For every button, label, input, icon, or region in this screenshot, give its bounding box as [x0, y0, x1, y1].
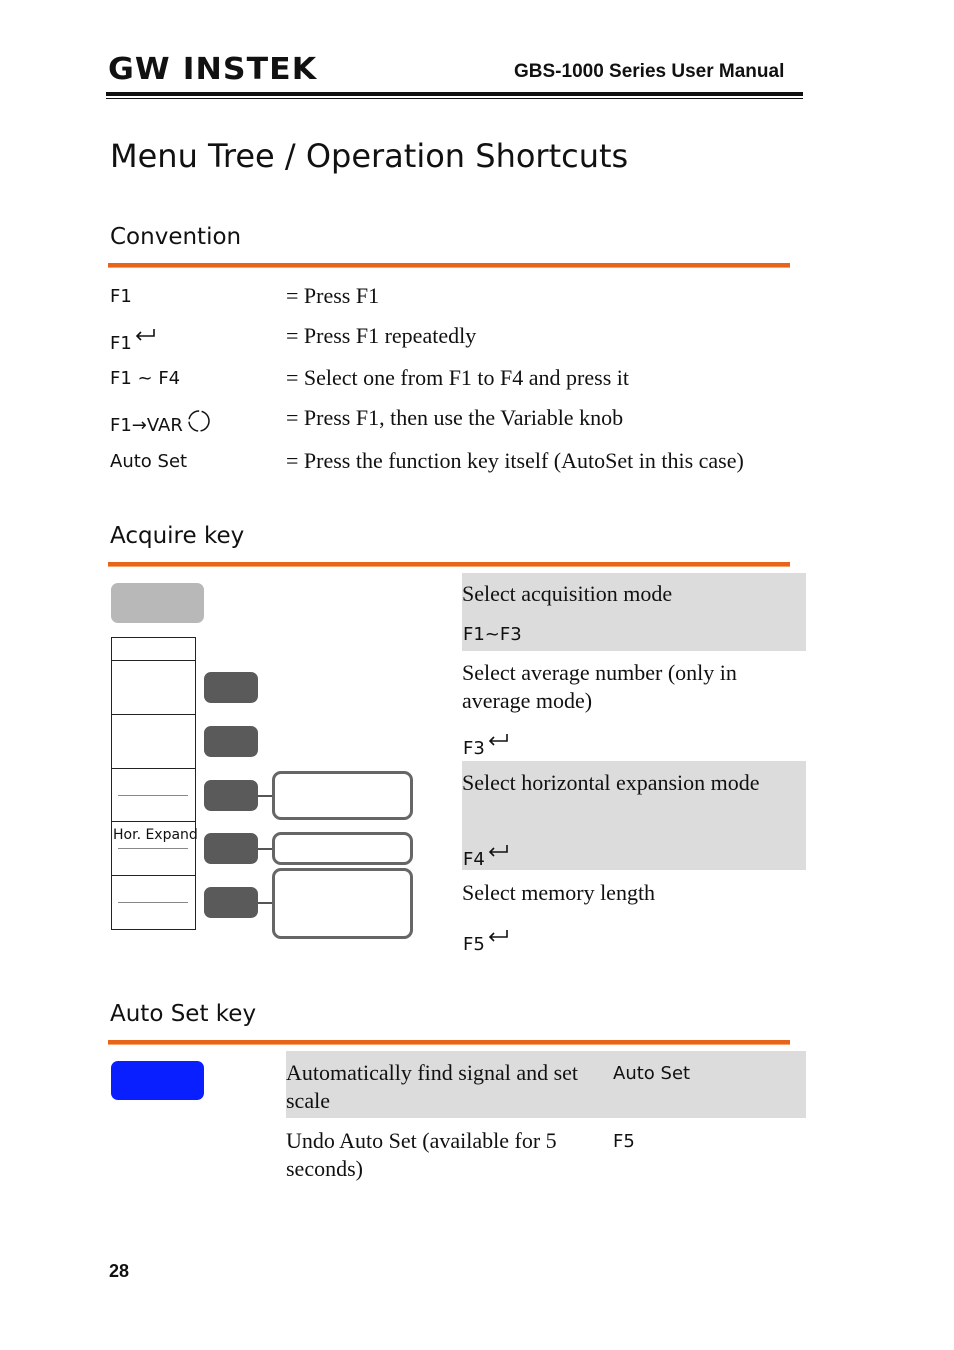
acquire-key-label: F4	[463, 849, 485, 870]
acquire-heading: Acquire key	[110, 523, 245, 549]
acquire-key-label: F5	[463, 934, 485, 955]
f3-connector	[258, 795, 273, 797]
menu-divider	[111, 821, 196, 822]
acquire-key-3	[463, 844, 509, 870]
acquire-key-2	[463, 733, 509, 759]
convention-key-f1-repeat	[110, 328, 156, 354]
convention-desc-5: = Press the function key itself (AutoSet in this case)	[286, 448, 744, 473]
menu-divider	[111, 660, 196, 661]
autoset-key-1: Auto Set	[613, 1063, 691, 1084]
header-rule-thin	[106, 98, 803, 99]
convention-desc-3: = Select one from F1 to F4 and press it	[286, 365, 629, 390]
convention-desc-2: = Press F1 repeatedly	[286, 323, 477, 348]
acquire-desc-4: Select memory length	[462, 880, 656, 905]
hor-expand-popup	[272, 832, 413, 865]
f2-key	[204, 726, 258, 757]
convention-desc-1: = Press F1	[286, 283, 380, 308]
autoset-key-2: F5	[613, 1131, 635, 1152]
return-arrow-icon	[487, 733, 509, 749]
convention-key-label: F1	[110, 333, 132, 354]
convention-desc-4: = Press F1, then use the Variable knob	[286, 405, 624, 430]
average-popup	[272, 771, 413, 820]
acquire-button	[111, 583, 204, 623]
convention-key-autoset: Auto Set	[110, 451, 188, 472]
convention-key-f1: F1	[110, 286, 132, 307]
f3-key	[204, 780, 258, 811]
gw-instek-logo: GW INSTEK	[108, 52, 318, 87]
return-arrow-icon	[487, 929, 509, 945]
convention-key-label: F1→VAR	[110, 415, 183, 436]
menu-divider	[111, 875, 196, 876]
header-rule	[106, 92, 803, 96]
acquire-desc-2: Select average number (only in average mode)	[462, 660, 737, 713]
acquire-key-4	[463, 929, 509, 955]
f4-connector	[258, 848, 273, 850]
page-number: 28	[109, 1261, 130, 1281]
autoset-heading: Auto Set key	[110, 1001, 257, 1027]
f4-key	[204, 833, 258, 864]
variable-knob-icon	[186, 409, 212, 433]
menu-underline	[118, 902, 188, 903]
autoset-desc-2: Undo Auto Set (available for 5 seconds)	[286, 1128, 557, 1181]
page-title: Menu Tree / Operation Shortcuts	[110, 137, 629, 175]
acquire-desc-1: Select acquisition mode	[462, 581, 673, 606]
menu-underline	[118, 848, 188, 849]
menu-underline	[118, 795, 188, 796]
memory-length-popup	[272, 868, 413, 939]
f1-key	[204, 672, 258, 703]
convention-key-f1-f4: F1 ~ F4	[110, 368, 181, 389]
soft-menu-panel	[111, 637, 196, 930]
acquire-desc-3: Select horizontal expansion mode	[462, 770, 760, 795]
convention-key-f1-var	[110, 409, 212, 436]
return-arrow-icon	[487, 844, 509, 860]
manual-title: GBS-1000 Series User Manual	[514, 61, 785, 82]
acquire-key-label: F3	[463, 738, 485, 759]
acquire-rule	[108, 562, 790, 567]
menu-divider	[111, 768, 196, 769]
autoset-button	[111, 1061, 204, 1100]
autoset-rule	[108, 1040, 790, 1045]
acquire-key-1: F1~F3	[463, 624, 522, 645]
menu-divider	[111, 714, 196, 715]
hor-expand-label: Hor. Expand	[113, 827, 198, 843]
f5-key	[204, 887, 258, 918]
convention-rule	[108, 263, 790, 268]
return-arrow-icon	[134, 328, 156, 344]
f5-connector	[258, 902, 273, 904]
autoset-desc-1: Automatically find signal and set scale	[286, 1060, 579, 1113]
convention-heading: Convention	[110, 224, 242, 250]
